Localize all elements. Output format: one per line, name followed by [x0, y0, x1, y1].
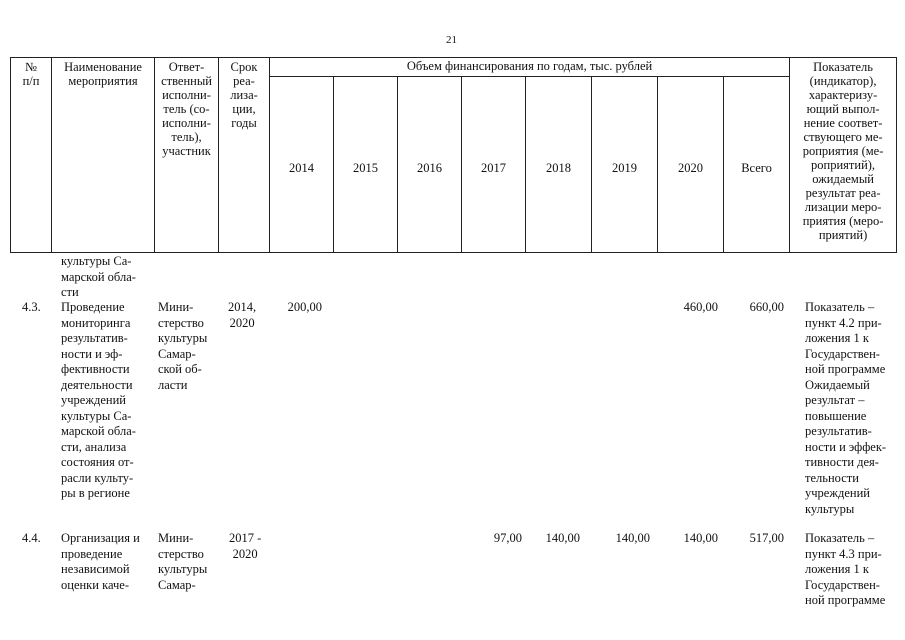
header-year-total: Всего: [724, 77, 790, 253]
row-1-value-2014: 200,00: [287, 300, 322, 314]
row-1-term: 2014, 2020: [228, 300, 257, 330]
row-1-name: Проведение мониторинга результатив- ности и эф- фективности деятельности учреждений культуры Са- марской обла- сти, анализа состояния от- расли культу- ры в регионе: [61, 300, 136, 500]
row-1-value-2020: 460,00: [683, 300, 718, 314]
row-1-num: 4.3.: [22, 300, 41, 314]
header-year-2017: 2017: [462, 77, 526, 253]
row-2-value-2019: 140,00: [615, 531, 650, 545]
header-responsible-text: Ответ- ственный исполни- тель (со- исполни- тель), участник: [161, 60, 212, 158]
header-year-2019: 2019: [592, 77, 658, 253]
row-2-value-2020: 140,00: [683, 531, 718, 545]
header-term: [219, 58, 270, 253]
header-num-text: № п/п: [22, 60, 40, 88]
row-2-term: 2017 - 2020: [229, 531, 262, 561]
row-1-value-total: 660,00: [749, 300, 784, 314]
header-funding: [270, 58, 790, 77]
header-num: [11, 58, 52, 253]
row-1-indicator: Показатель – пункт 4.2 при- ложения 1 к Государствен- ной программе Ожидаемый результат – повышение результатив- ности и эффек- тивности дея- тельности учреждений культуры: [805, 300, 887, 516]
header-year-2016: 2016: [398, 77, 462, 253]
row-2-responsible: Мини- стерство культуры Самар-: [158, 531, 208, 592]
header-indicator: [790, 58, 897, 253]
row-2-name: Организация и проведение независимой оценки каче-: [61, 531, 140, 592]
header-name-text: Наименование мероприятия: [64, 60, 142, 88]
row-2-value-total: 517,00: [749, 531, 784, 545]
header-year-2020: 2020: [658, 77, 724, 253]
header-funding-text: Объем финансирования по годам, тыс. рублей: [406, 59, 653, 73]
header-year-2014: 2014: [270, 77, 334, 253]
header-responsible: [155, 58, 219, 253]
header-indicator-text: Показатель (индикатор), характеризу- ющий выпол- нение соответ- ствующего ме- роприятия (ме- роприятий), ожидаемый результат реа- лизации меро- приятия (меро- приятий): [802, 60, 884, 242]
header-term-text: Срок реа- лиза- ции, годы: [230, 60, 258, 130]
row-2-value-2018: 140,00: [545, 531, 580, 545]
row-1-responsible: Мини- стерство культуры Самар- ской об- ласти: [158, 300, 208, 392]
row-0-name: культуры Са- марской обла- сти: [61, 254, 136, 299]
page-number: 21: [446, 34, 457, 46]
header-year-2018: 2018: [526, 77, 592, 253]
row-2-indicator: Показатель – пункт 4.3 при- ложения 1 к Государствен- ной программе: [805, 531, 886, 607]
header-year-2015: 2015: [334, 77, 398, 253]
header-name: [52, 58, 155, 253]
table-header: [10, 57, 897, 253]
row-2-num: 4.4.: [22, 531, 41, 545]
row-2-value-2017: 97,00: [493, 531, 522, 545]
